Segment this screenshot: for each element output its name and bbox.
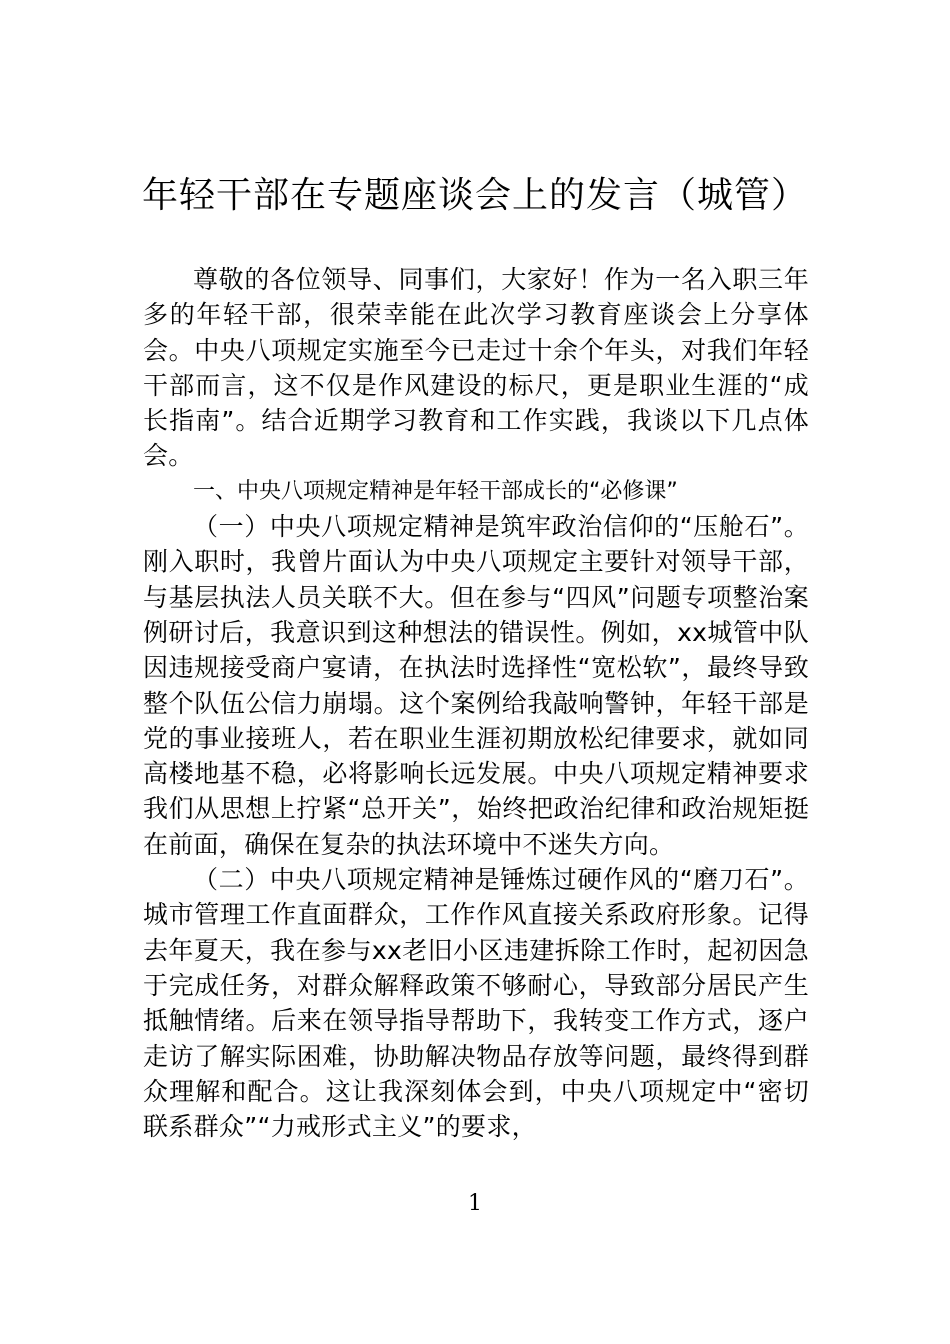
document-title: 年轻干部在专题座谈会上的发言（城管） <box>141 175 808 216</box>
paragraph-opening: 尊敬的各位领导、同事们，大家好！作为一名入职三年多的年轻干部，很荣幸能在此次学习教育座谈会上分享体会。中央八项规定实施至今已走过十余个年头，对我们年轻干部而言，这不仅是作风建设的标尺，更是职业生涯的“成长指南”。结合近期学习教育和工作实践，我谈以下几点体会。 <box>143 265 809 471</box>
paragraph-subsection-2: （二）中央八项规定精神是锤炼过硬作风的“磨刀石”。城市管理工作直面群众，工作作风直接关系政府形象。记得去年夏天，我在参与xx老旧小区违建拆除工作时，起初因急于完成任务，对群众解释政策不够耐心，导致部分居民产生抵触情绪。后来在领导指导帮助下，我转变工作方式，逐户走访了解实际困难，协助解决物品存放等问题，最终得到群众理解和配合。这让我深刻体会到，中央八项规定中“密切联系群众”“力戒形式主义”的要求， <box>143 865 809 1142</box>
paragraph-subsection-1: （一）中央八项规定精神是筑牢政治信仰的“压舱石”。刚入职时，我曾片面认为中央八项规定主要针对领导干部，与基层执法人员关联不大。但在参与“四风”问题专项整治案例研讨后，我意识到这种想法的错误性。例如，xx城管中队因违规接受商户宴请，在执法时选择性“宽松软”，最终导致整个队伍公信力崩塌。这个案例给我敲响警钟，年轻干部是党的事业接班人，若在职业生涯初期放松纪律要求，就如同高楼地基不稳，必将影响长远发展。中央八项规定精神要求我们从思想上拧紧“总开关”，始终把政治纪律和政治规矩挺在前面，确保在复杂的执法环境中不迷失方向。 <box>143 512 809 859</box>
document-body <box>143 262 809 1144</box>
section-heading-1: 一、中央八项规定精神是年轻干部成长的“必修课” <box>193 478 678 504</box>
page-number: 1 <box>468 1191 482 1216</box>
